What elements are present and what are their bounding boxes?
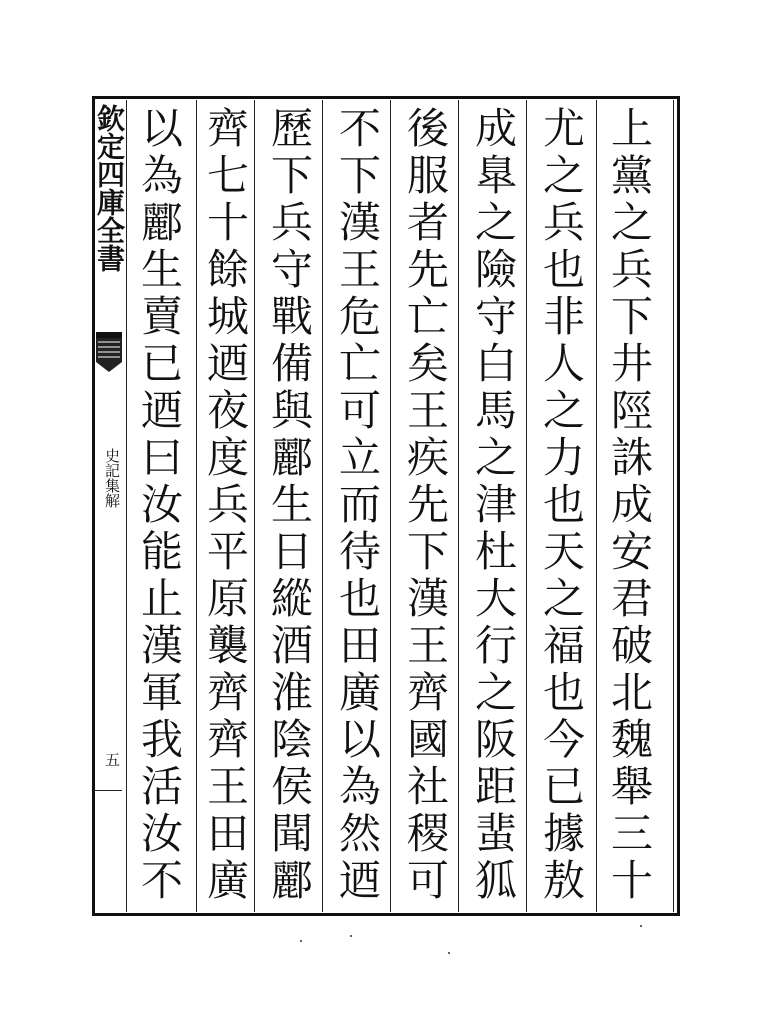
column-rule — [596, 100, 597, 912]
column-rule — [526, 100, 527, 912]
text-column: 以為酈生賣已迺曰汝能止漢軍我活汝不 — [135, 106, 184, 905]
fishtail-ornament-icon — [96, 332, 122, 372]
column-rule — [390, 100, 391, 912]
column-rule — [458, 100, 459, 912]
text-column: 不下漢王危亡可立而待也田廣以為然迺 — [333, 106, 382, 905]
column-rule — [322, 100, 323, 912]
scan-speck — [640, 925, 642, 927]
text-column: 齊七十餘城迺夜度兵平原襲齊齊王田廣 — [201, 106, 250, 905]
scan-speck — [448, 952, 450, 954]
text-column: 歷下兵守戰備與酈生日縱酒淮陰侯聞酈 — [265, 106, 314, 905]
page-number: 五 — [103, 752, 121, 767]
text-column: 後服者先亡矣王疾先下漢王齊國社稷可 — [401, 106, 450, 905]
column-rule — [196, 100, 197, 912]
scan-speck — [350, 935, 352, 937]
scan-speck — [300, 940, 302, 942]
book-title: 欽定四庫全書 — [93, 104, 126, 272]
column-rule — [254, 100, 255, 912]
text-column: 尤之兵也非人之力也天之福也今已據敖 — [537, 106, 586, 905]
text-column: 成臯之險守白馬之津杜大行之阪距蜚狐 — [469, 106, 518, 905]
volume-title: 史記集解 — [103, 448, 121, 508]
text-column: 上黨之兵下井陘誅成安君破北魏舉三十 — [605, 106, 654, 905]
page-number-rule — [94, 790, 122, 791]
